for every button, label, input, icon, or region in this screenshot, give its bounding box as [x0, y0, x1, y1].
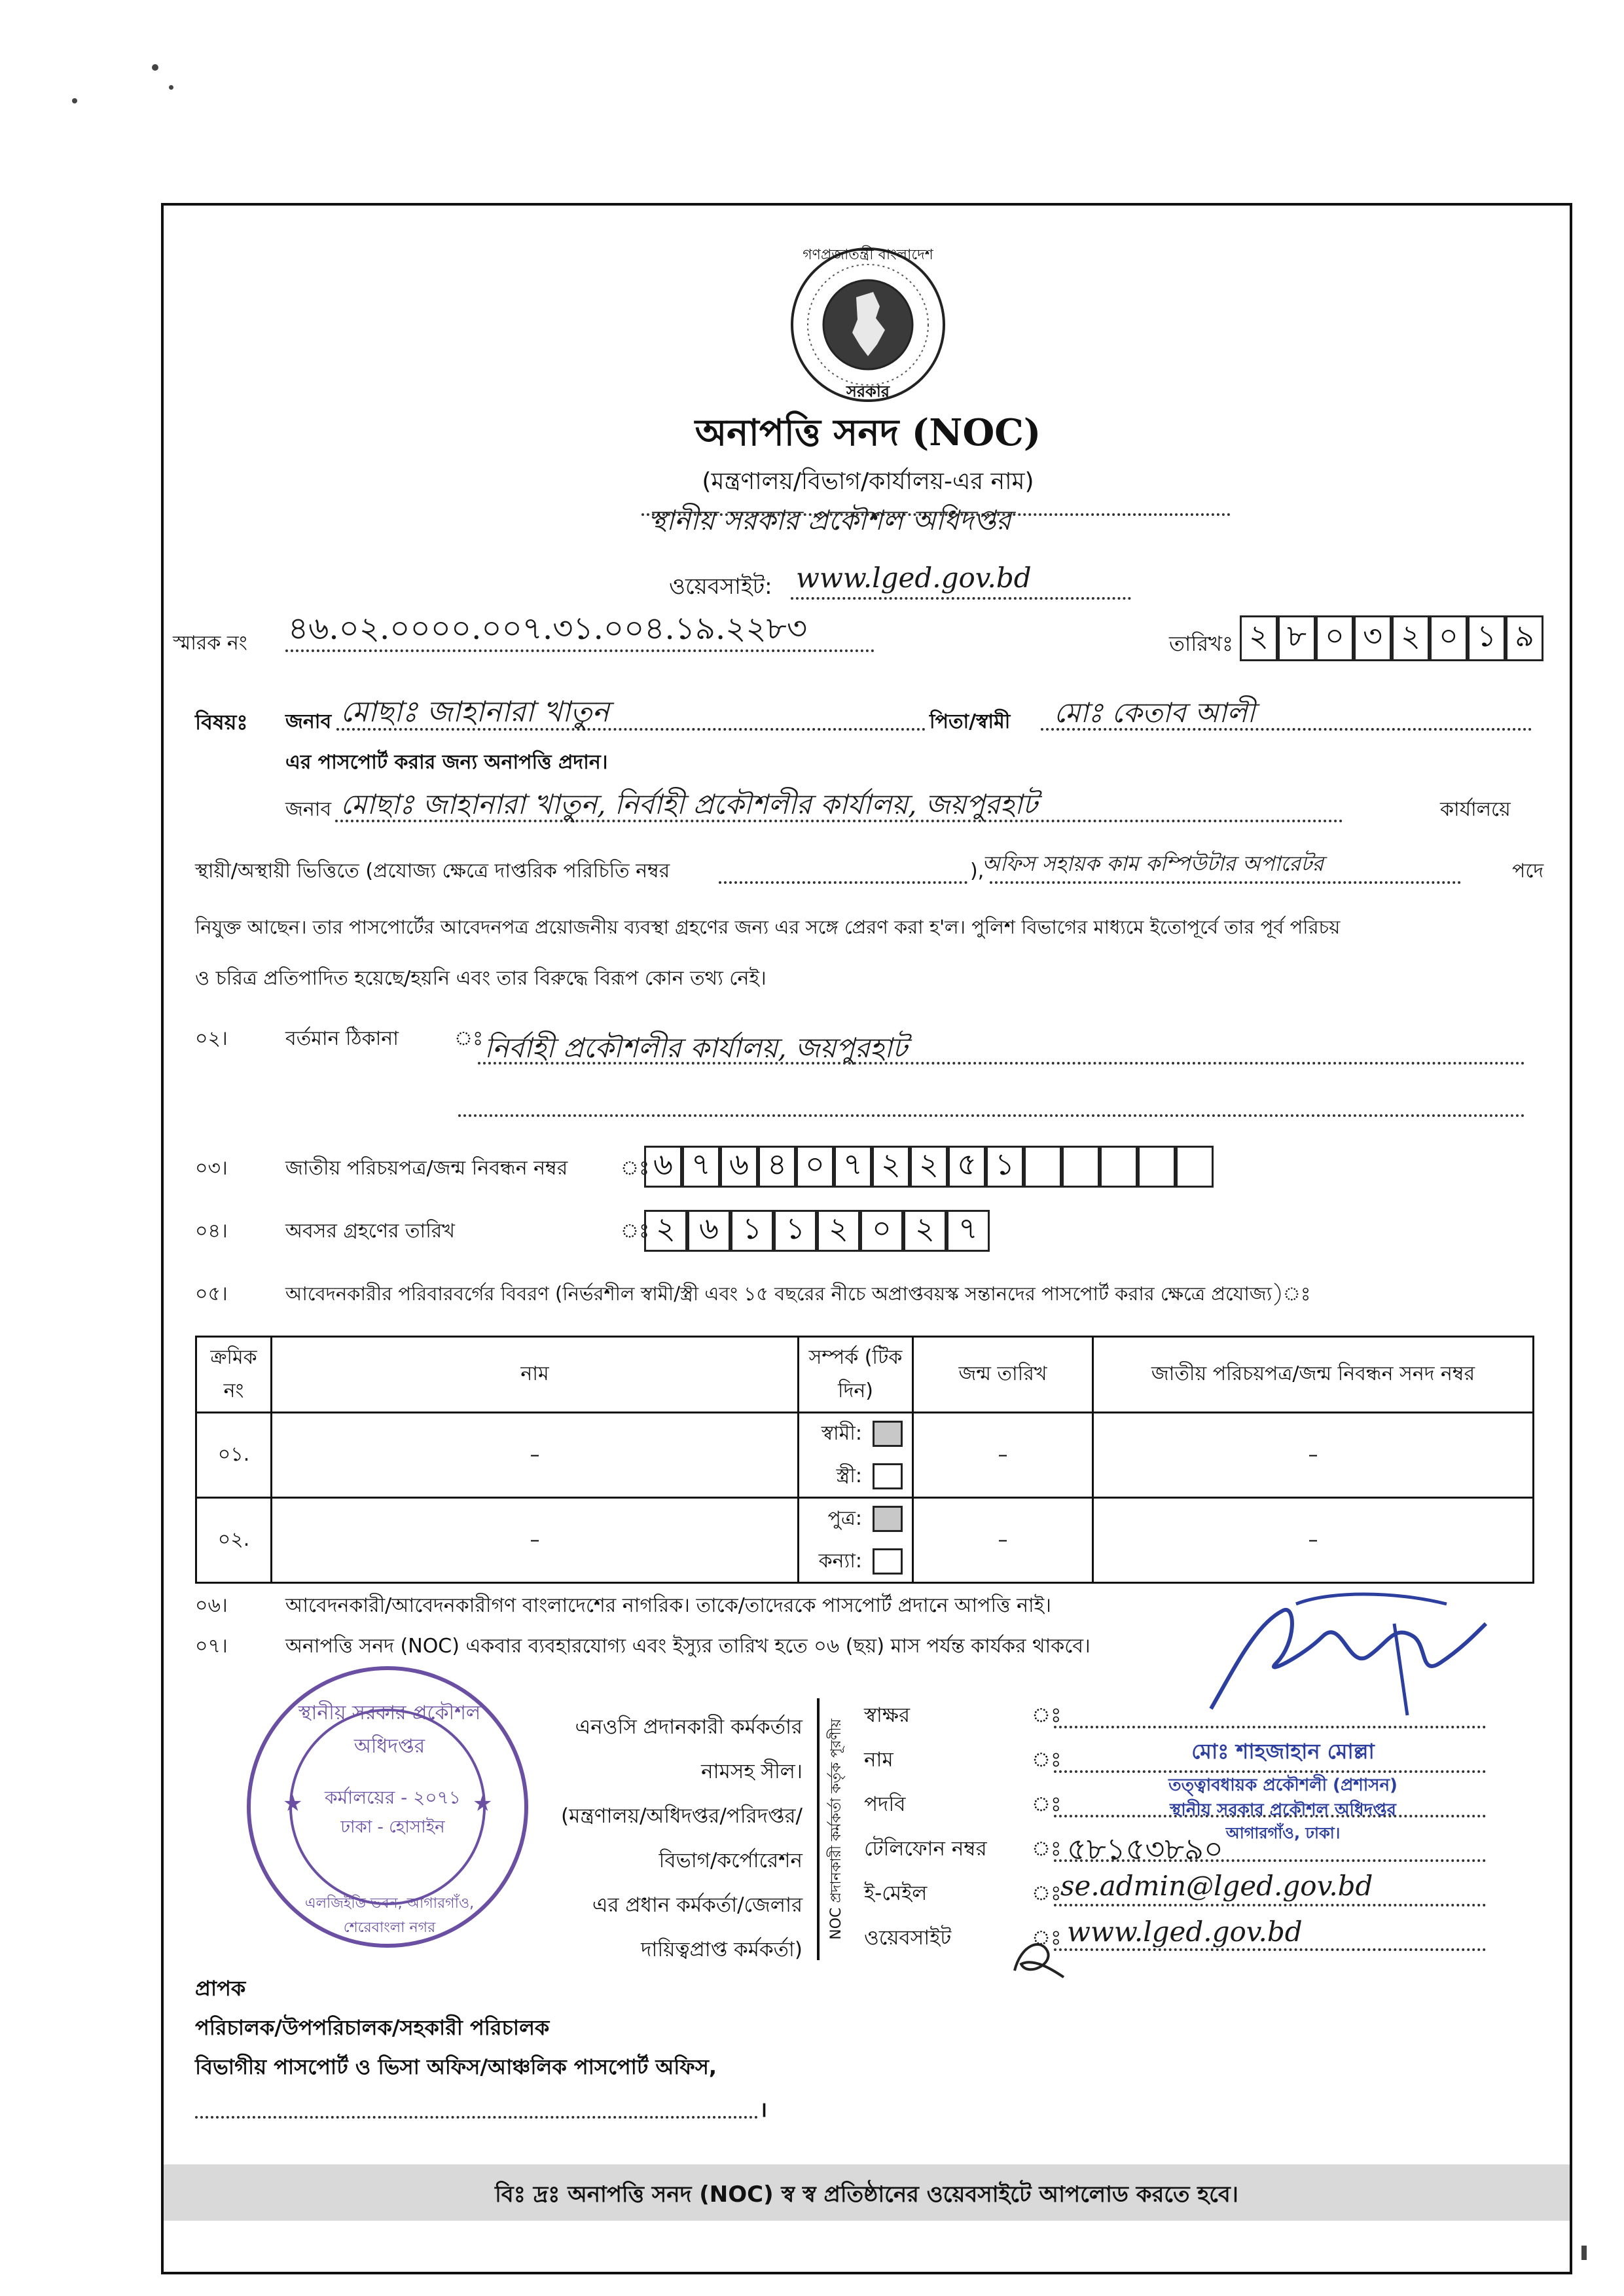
date-digit: ২: [1392, 615, 1430, 661]
item02-value: নির্বাহী প্রকৌশলীর কার্যালয়, জয়পুরহাট: [484, 1032, 908, 1064]
scan-speck: [72, 98, 77, 103]
field-line: [1054, 1904, 1486, 1906]
page-title: অনাপত্তি সনদ (NOC): [695, 411, 1041, 454]
emblem-bottom-text: সরকার: [846, 382, 890, 401]
handwritten-signature: [1198, 1584, 1499, 1728]
svg-text:★: ★: [283, 1791, 303, 1817]
nid-digit: ৪: [758, 1146, 796, 1188]
nid-digit: ৬: [720, 1146, 758, 1188]
item04-label: অবসর গ্রহণের তারিখ: [285, 1220, 455, 1243]
table-row: [196, 1498, 1534, 1583]
officer-block-line: এনওসি প্রদানকারী কর্মকর্তার: [575, 1715, 803, 1739]
officer-phone: ৫৮১৫৩৮৯০: [1067, 1831, 1223, 1867]
relation-label: স্বামী:: [821, 1421, 862, 1445]
nid-digit: [1176, 1146, 1214, 1188]
scan-speck: [1581, 2246, 1587, 2260]
vertical-label: NOC প্রদানকারী কর্মকর্তা কর্তৃক পূরণীয়: [828, 1719, 844, 1940]
daughter-checkbox[interactable]: [873, 1548, 903, 1575]
header-nid: জাতীয় পরিচয়পত্র/জন্ম নিবন্ধন সনদ নম্বর: [1093, 1337, 1534, 1413]
field-colon: ঃ: [1032, 1926, 1062, 1950]
wife-checkbox[interactable]: [873, 1463, 903, 1489]
field-colon: ঃ: [1032, 1793, 1062, 1816]
retirement-digit: ২: [817, 1210, 860, 1252]
recipient-label: প্রাপক: [195, 1976, 246, 2001]
field-label-designation: পদবি: [864, 1793, 906, 1816]
nid-digit: [1138, 1146, 1176, 1188]
officer-website: www.lged.gov.bd: [1067, 1916, 1303, 1948]
officer-block-line: নামসহ সীল।: [701, 1760, 803, 1783]
item03-colon: ঃ: [621, 1157, 650, 1180]
field-label-phone: টেলিফোন নম্বর: [864, 1837, 987, 1861]
memo-label: স্মারক নং: [173, 632, 247, 655]
item04-colon: ঃ: [621, 1220, 650, 1243]
relation-label: পুত্র:: [827, 1506, 862, 1530]
nid-digit: [1062, 1146, 1100, 1188]
row-nid: –: [1093, 1413, 1534, 1498]
nid-digit: ১: [986, 1146, 1024, 1188]
retirement-digit: ৬: [687, 1210, 731, 1252]
nid-digit: ৭: [682, 1146, 720, 1188]
item06-num: ০৬।: [195, 1594, 228, 1617]
website-label: ওয়েবসাইট:: [669, 574, 772, 600]
website-line: [791, 597, 1131, 600]
item07-num: ০৭।: [195, 1635, 228, 1658]
recipient-line1: পরিচালক/উপপরিচালক/সহকারী পরিচালক: [195, 2015, 550, 2040]
row-nid: –: [1093, 1498, 1534, 1583]
subject-label: বিষয়ঃ: [195, 710, 248, 735]
row-name: –: [272, 1413, 799, 1498]
nid-digit: ৭: [834, 1146, 872, 1188]
item05-text: আবেদনকারীর পরিবারবর্গের বিবরণ (নির্ভরশীল স্বামী/স্ত্রী এবং ১৫ বছরের নীচে অপ্রাপ্তবয়স্ক সন্তানদের পাসপোর্ট করার ক্ষেত্রে প্রযোজ্য)ঃ: [285, 1283, 1311, 1305]
para-janab: জনাব: [285, 798, 332, 821]
date-digit: ৯: [1506, 615, 1543, 661]
para-id-line: [719, 881, 967, 884]
officer-block-line: দায়িত্বপ্রাপ্ত কর্মকর্তা): [641, 1938, 803, 1961]
para-line4: ও চরিত্র প্রতিপাদিত হয়েছে/হয়নি এবং তার বিরুদ্ধে বিরূপ কোন তথ্য নেই।: [195, 967, 767, 990]
row-name: –: [272, 1498, 799, 1583]
nid-digit: [1100, 1146, 1138, 1188]
retirement-digit: ২: [903, 1210, 947, 1252]
retirement-date-boxes: [644, 1210, 990, 1252]
retirement-digit: ১: [774, 1210, 817, 1252]
item04-num: ০৪।: [195, 1220, 228, 1243]
recipient-line2: বিভাগীয় পাসপোর্ট ও ভিসা অফিস/আঞ্চলিক পাসপোর্ট অফিস,: [195, 2054, 717, 2079]
retirement-digit: ৭: [947, 1210, 990, 1252]
item02-line2: [458, 1114, 1525, 1117]
ministry-caption: (মন্ত্রণালয়/বিভাগ/কার্যালয়-এর নাম): [702, 468, 1034, 495]
field-colon: ঃ: [1032, 1704, 1062, 1727]
item06-text: আবেদনকারী/আবেদনকারীগণ বাংলাদেশের নাগরিক। তাকে/তাদেরকে পাসপোর্ট প্রদানে আপত্তি নাই।: [285, 1594, 1052, 1617]
scan-speck: [152, 64, 158, 71]
officer-block-line: বিভাগ/কর্পোরেশন: [659, 1849, 803, 1872]
svg-text:★: ★: [473, 1791, 493, 1817]
recipient-line3-end: ।: [759, 2097, 768, 2122]
para-line2-prefix: স্থায়ী/অস্থায়ী ভিত্তিতে (প্রযোজ্য ক্ষেত্রে দাপ্তরিক পরিচিতি নম্বর: [195, 860, 670, 883]
row-dob: –: [913, 1413, 1093, 1498]
field-colon: ঃ: [1032, 1748, 1062, 1772]
seal-bottom-text: এলজিইডি ভবন, আগারগাঁও, শেরেবাংলা নগর: [304, 1895, 475, 1936]
table-row: [196, 1413, 1534, 1498]
item03-label: জাতীয় পরিচয়পত্র/জন্ম নিবন্ধন নম্বর: [285, 1157, 568, 1180]
nid-digit: ২: [872, 1146, 910, 1188]
officer-org: স্থানীয় সরকার প্রকৌশল অধিদপ্তর: [1170, 1800, 1396, 1820]
nid-digit: ৫: [948, 1146, 986, 1188]
retirement-digit: ১: [731, 1210, 774, 1252]
item02-num: ০২।: [195, 1027, 228, 1050]
officer-email: se.admin@lged.gov.bd: [1060, 1870, 1373, 1902]
website-value: www.lged.gov.bd: [796, 562, 1032, 594]
header-name: নাম: [272, 1337, 799, 1413]
field-label-website: ওয়েবসাইট: [864, 1926, 952, 1950]
field-label-name: নাম: [864, 1748, 893, 1772]
row-serial: ০২.: [196, 1498, 272, 1583]
father-husband-value: মোঃ কেতাব আলী: [1054, 697, 1255, 729]
officer-name: মোঃ শাহজাহান মোল্লা: [1191, 1739, 1375, 1764]
recipient-line3: [195, 2116, 758, 2119]
table-header-row: [196, 1337, 1534, 1413]
emblem-top-text: গণপ্রজাতন্ত্রী বাংলাদেশ: [803, 247, 933, 263]
row-dob: –: [913, 1498, 1093, 1583]
item02-colon: ঃ: [454, 1027, 484, 1050]
item05-num: ০৫।: [195, 1283, 228, 1305]
ministry-name: স্থানীয় সরকার প্রকৌশল অধিদপ্তর: [648, 504, 1011, 536]
nid-digit: ৬: [644, 1146, 682, 1188]
row-relation: [799, 1413, 913, 1498]
field-colon: ঃ: [1032, 1882, 1062, 1905]
date-boxes: [1240, 615, 1543, 661]
seal-outer-text: স্থানীয় সরকার প্রকৌশল অধিদপ্তর: [298, 1702, 481, 1758]
relation-label: স্ত্রী:: [836, 1464, 862, 1487]
para-line2-suffix: পদে: [1512, 860, 1544, 883]
field-label-email: ই-মেইল: [864, 1882, 928, 1905]
field-colon: ঃ: [1032, 1837, 1062, 1861]
item02-label: বর্তমান ঠিকানা: [285, 1027, 399, 1050]
item03-num: ০৩।: [195, 1157, 228, 1180]
scan-speck: [169, 85, 173, 90]
row-relation: [799, 1498, 913, 1583]
seal-inner-text1: কর্মালয়ের - ২০৭১: [325, 1787, 461, 1808]
para-designation: অফিস সহায়ক কাম কম্পিউটার অপারেটর: [982, 851, 1324, 876]
para-line3: নিযুক্ত আছেন। তার পাসপোর্টের আবেদনপত্র প্রয়োজনীয় ব্যবস্থা গ্রহণের জন্য এর সঙ্গে প্রেরণ করা হ'ল। পুলিশ বিভাগের মাধ্যমে ইতোপূর্বে তার পূর্ব পরিচয়: [195, 916, 1341, 938]
para-office-suffix: কার্যালয়ে: [1440, 798, 1511, 821]
field-label-signature: স্বাক্ষর: [864, 1704, 911, 1727]
nid-digit: ০: [796, 1146, 834, 1188]
subject-janab: জনাব: [285, 710, 332, 733]
header-relation: সম্পর্ক (টিক দিন): [799, 1337, 913, 1413]
subject-line2: এর পাসপোর্ট করার জন্য অনাপত্তি প্রদান।: [285, 751, 608, 774]
nid-digit: ২: [910, 1146, 948, 1188]
nid-boxes: [644, 1146, 1214, 1188]
date-digit: ৩: [1354, 615, 1392, 661]
applicant-name: মোছাঃ জাহানারা খাতুন: [340, 695, 609, 729]
header-dob: জন্ম তারিখ: [913, 1337, 1093, 1413]
retirement-digit: ২: [644, 1210, 687, 1252]
officer-block-line: (মন্ত্রণালয়/অধিদপ্তর/পরিদপ্তর/: [561, 1804, 803, 1828]
date-label: তারিখঃ: [1169, 631, 1234, 656]
field-line: [1054, 1948, 1486, 1951]
officer-block-line: এর প্রধান কর্মকর্তা/জেলার: [592, 1893, 803, 1917]
row-serial: ০১.: [196, 1413, 272, 1498]
header-serial: ক্রমিক নং: [196, 1337, 272, 1413]
relation-label: কন্যা:: [818, 1549, 862, 1573]
retirement-digit: ০: [860, 1210, 903, 1252]
date-digit: ০: [1316, 615, 1354, 661]
family-table: [195, 1336, 1534, 1584]
date-digit: ০: [1430, 615, 1468, 661]
father-husband-label: পিতা/স্বামী: [929, 710, 1011, 733]
husband-checkbox[interactable]: [873, 1421, 903, 1447]
para-name-office: মোছাঃ জাহানারা খাতুন, নির্বাহী প্রকৌশলীর কার্যালয়, জয়পুরহাট: [340, 788, 1038, 820]
memo-value: ৪৬.০২.০০০০.০০৭.৩১.০০৪.১৯.২২৮৩: [288, 610, 808, 647]
footer-note: বিঃ দ্রঃ অনাপত্তি সনদ (NOC) স্ব স্ব প্রতিষ্ঠানের ওয়েবসাইটে আপলোড করতে হবে।: [495, 2181, 1238, 2208]
nid-digit: [1024, 1146, 1062, 1188]
officer-designation: তত্ত্বাবধায়ক প্রকৌশলী (প্রশাসন): [1168, 1776, 1398, 1795]
date-digit: ২: [1240, 615, 1278, 661]
date-digit: ১: [1468, 615, 1506, 661]
initial-scribble: [1008, 1931, 1067, 1984]
item07-text: অনাপত্তি সনদ (NOC) একবার ব্যবহারযোগ্য এবং ইস্যুর তারিখ হতে ০৬ (ছয়) মাস পর্যন্ত কার্যকর থাকবে।: [285, 1635, 1091, 1658]
date-digit: ৮: [1278, 615, 1316, 661]
officer-address: আগারগাঁও, ঢাকা।: [1225, 1824, 1341, 1842]
son-checkbox[interactable]: [873, 1506, 903, 1532]
para-line2-mid: ),: [970, 860, 984, 883]
seal-inner-text2: ঢাকা - হোসাইন: [340, 1817, 445, 1837]
